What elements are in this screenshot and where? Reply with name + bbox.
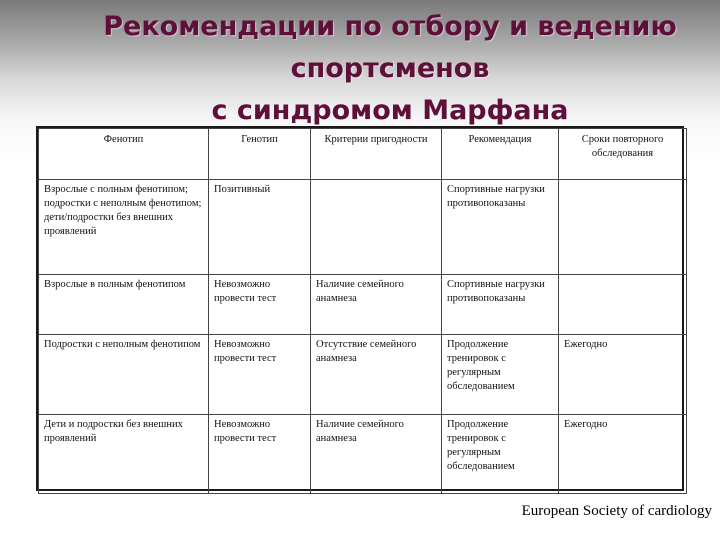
title-line-1: Рекомендации по отбору и ведению <box>103 11 677 42</box>
table-cell <box>311 180 442 275</box>
table-cell: Позитивный <box>209 180 311 275</box>
table-row <box>39 335 687 415</box>
table-cell: Продолжение тренировок с регулярным обследованием <box>442 335 559 415</box>
table-row <box>39 180 687 275</box>
table-cell: Спортивные нагрузки противопоказаны <box>442 275 559 335</box>
title-line-2: спортсменов <box>290 53 490 84</box>
table-row <box>39 275 687 335</box>
table-cell: Наличие семейного анамнеза <box>311 415 442 494</box>
header-follow-up: Сроки повторного обследования <box>559 129 687 180</box>
table-cell: Дети и подростки без внешних проявлений <box>39 415 209 494</box>
table-cell: Спортивные нагрузки противопоказаны <box>442 180 559 275</box>
table-cell: Ежегодно <box>559 415 687 494</box>
table-cell: Взрослые в полным фенотипом <box>39 275 209 335</box>
table-cell: Продолжение тренировок с регулярным обследованием <box>442 415 559 494</box>
table-cell <box>559 275 687 335</box>
header-criteria: Критерии пригодности <box>311 129 442 180</box>
header-phenotype: Фенотип <box>39 129 209 180</box>
header-recommendation: Рекомендация <box>442 129 559 180</box>
table-cell: Взрослые с полным фенотипом; подростки с неполным фенотипом; дети/подростки без внешних проявлений <box>39 180 209 275</box>
table-cell <box>559 180 687 275</box>
source-citation: European Society of cardiology <box>521 503 712 519</box>
recommendations-table <box>36 126 684 491</box>
table-cell: Наличие семейного анамнеза <box>311 275 442 335</box>
table-cell: Невозможно провести тест <box>209 335 311 415</box>
table-cell: Отсутствие семейного анамнеза <box>311 335 442 415</box>
table-row <box>39 415 687 494</box>
table-cell: Невозможно провести тест <box>209 275 311 335</box>
table-cell: Невозможно провести тест <box>209 415 311 494</box>
header-genotype: Генотип <box>209 129 311 180</box>
table-cell: Ежегодно <box>559 335 687 415</box>
table-header-row <box>39 129 687 180</box>
title-line-3: с синдромом Марфана <box>211 95 569 126</box>
slide-title <box>90 6 690 132</box>
table-cell: Подростки с неполным фенотипом <box>39 335 209 415</box>
